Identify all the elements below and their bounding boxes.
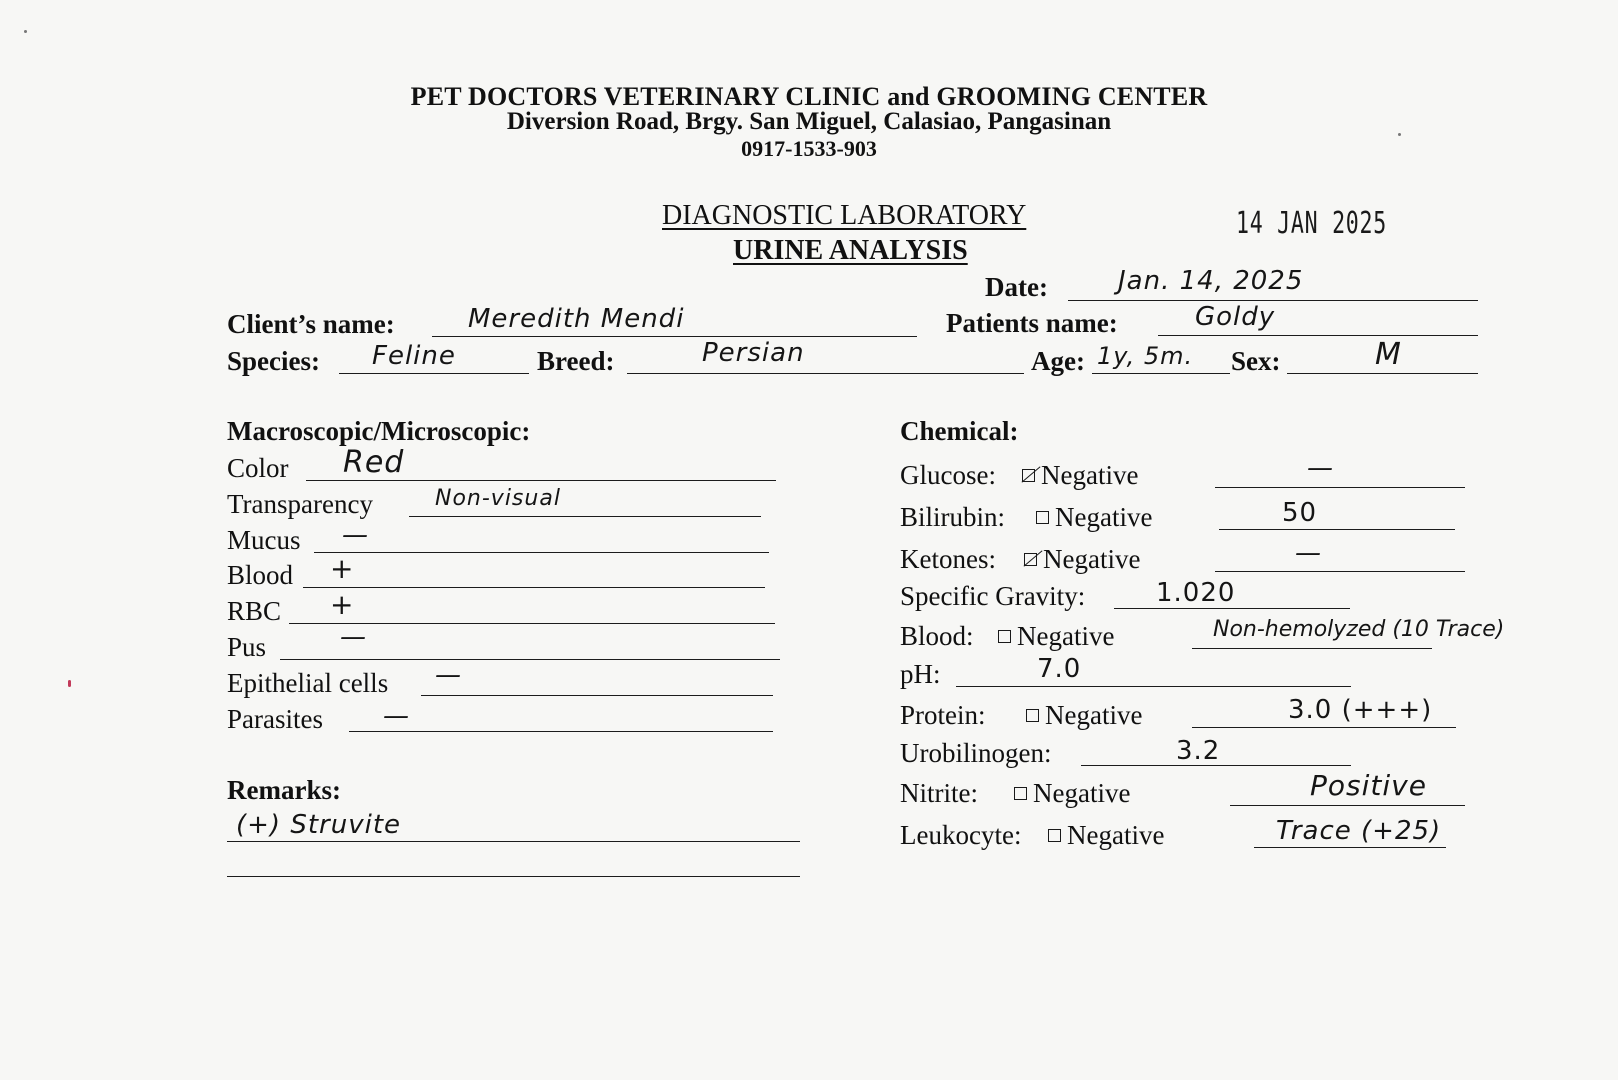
ph-line	[956, 686, 1351, 687]
chemical-heading: Chemical:	[900, 416, 1019, 446]
glucose-negative-option[interactable]	[1022, 462, 1138, 489]
rbc-value: +	[330, 588, 355, 621]
leukocyte-label: Leukocyte:	[900, 820, 1022, 850]
urobilinogen-label: Urobilinogen:	[900, 738, 1052, 768]
nitrite-negative-option[interactable]	[1014, 780, 1130, 807]
species-value: Feline	[372, 341, 456, 371]
remarks-value: (+) Struvite	[236, 810, 402, 840]
patient-name-line	[1158, 335, 1478, 336]
color-label: Color	[227, 453, 289, 483]
species-label: Species:	[227, 346, 320, 376]
nitrite-label: Nitrite:	[900, 778, 978, 808]
date-label: Date:	[985, 272, 1048, 302]
clinic-phone: 0917-1533-903	[741, 136, 877, 161]
transparency-value: Non-visual	[435, 486, 561, 511]
bilirubin-negative-text: Negative	[1055, 502, 1153, 532]
ketones-negative-checkbox[interactable]	[1024, 553, 1037, 566]
patient-name-label: Patients name:	[946, 308, 1118, 338]
color-value: Red	[343, 445, 405, 480]
blood-chem-value: Non-hemolyzed (10 Trace)	[1213, 617, 1505, 642]
protein-line	[1192, 727, 1456, 728]
leukocyte-negative-checkbox[interactable]	[1048, 829, 1061, 842]
blood-micro-label: Blood	[227, 560, 294, 590]
leukocyte-value: Trace (+25)	[1276, 816, 1442, 846]
blood-chem-label: Blood:	[900, 621, 974, 651]
epithelial-cells-value: —	[435, 660, 462, 690]
protein-negative-text: Negative	[1045, 700, 1143, 730]
leukocyte-negative-text: Negative	[1067, 820, 1165, 850]
clinic-name: PET DOCTORS VETERINARY CLINIC and GROOMING CENTER	[410, 82, 1208, 111]
bilirubin-label: Bilirubin:	[900, 502, 1006, 532]
protein-label: Protein:	[900, 700, 986, 730]
rbc-label: RBC	[227, 596, 282, 626]
bilirubin-negative-option[interactable]	[1036, 504, 1152, 531]
patient-name-value: Goldy	[1195, 302, 1276, 332]
glucose-negative-text: Negative	[1041, 460, 1139, 490]
parasites-value: —	[383, 701, 410, 731]
mucus-label: Mucus	[227, 525, 301, 555]
parasites-line	[349, 731, 773, 732]
age-value: 1y, 5m.	[1097, 342, 1194, 370]
glucose-value: —	[1307, 453, 1334, 483]
protein-negative-checkbox[interactable]	[1026, 709, 1039, 722]
glucose-label: Glucose:	[900, 460, 996, 490]
sex-value: M	[1375, 337, 1402, 372]
sex-line	[1287, 373, 1478, 374]
client-name-line	[432, 336, 917, 337]
remarks-line-1	[227, 841, 800, 842]
breed-value: Persian	[702, 338, 805, 368]
ph-value: 7.0	[1037, 654, 1082, 684]
paper-speck	[24, 30, 27, 33]
glucose-line	[1215, 487, 1465, 488]
protein-value: 3.0 (+++)	[1288, 695, 1433, 725]
breed-label: Breed:	[537, 346, 615, 376]
remarks-line-2	[227, 876, 800, 877]
ketones-label: Ketones:	[900, 544, 996, 574]
breed-line	[627, 373, 1024, 374]
clinic-address: Diversion Road, Brgy. San Miguel, Calasiao, Pangasinan	[506, 108, 1112, 135]
nitrite-negative-text: Negative	[1033, 778, 1131, 808]
ph-label: pH:	[900, 659, 941, 689]
bilirubin-negative-checkbox[interactable]	[1036, 511, 1049, 524]
transparency-line	[409, 516, 761, 517]
pus-value: —	[340, 622, 367, 652]
specific-gravity-label: Specific Gravity:	[900, 581, 1086, 611]
leukocyte-negative-option[interactable]	[1048, 822, 1164, 849]
transparency-label: Transparency	[227, 489, 373, 519]
age-label: Age:	[1031, 346, 1085, 376]
urobilinogen-value: 3.2	[1176, 736, 1221, 766]
blood-chem-negative-checkbox[interactable]	[998, 630, 1011, 643]
specific-gravity-value: 1.020	[1156, 578, 1236, 608]
epithelial-cells-line	[421, 695, 773, 696]
pus-line	[280, 659, 780, 660]
leukocyte-line	[1254, 847, 1446, 848]
client-name-value: Meredith Mendi	[468, 304, 685, 334]
bilirubin-value: 50	[1282, 498, 1318, 528]
color-line	[306, 480, 776, 481]
date-line	[1068, 300, 1478, 301]
remarks-heading: Remarks:	[227, 775, 341, 805]
blood-chem-negative-option[interactable]	[998, 623, 1114, 650]
pus-label: Pus	[227, 632, 267, 662]
date-stamp: 14 JAN 2025	[1236, 206, 1387, 241]
specific-gravity-line	[1114, 608, 1350, 609]
mucus-value: —	[342, 520, 369, 550]
report-title: URINE ANALYSIS	[733, 235, 968, 266]
protein-negative-option[interactable]	[1026, 702, 1142, 729]
ketones-negative-option[interactable]	[1024, 546, 1140, 573]
paper-speck	[68, 680, 71, 687]
ketones-value: —	[1295, 538, 1322, 568]
date-value: Jan. 14, 2025	[1118, 266, 1304, 296]
blood-chem-negative-text: Negative	[1017, 621, 1115, 651]
blood-chem-line	[1192, 648, 1432, 649]
glucose-negative-checkbox[interactable]	[1022, 469, 1035, 482]
sex-label: Sex:	[1231, 346, 1281, 376]
nitrite-negative-checkbox[interactable]	[1014, 787, 1027, 800]
species-line	[339, 373, 529, 374]
nitrite-value: Positive	[1310, 769, 1427, 802]
blood-micro-line	[303, 587, 765, 588]
epithelial-cells-label: Epithelial cells	[227, 668, 389, 698]
nitrite-line	[1230, 805, 1465, 806]
ketones-line	[1215, 571, 1465, 572]
parasites-label: Parasites	[227, 704, 323, 734]
client-name-label: Client’s name:	[227, 309, 395, 339]
macroscopic-heading: Macroscopic/Microscopic:	[227, 416, 531, 446]
age-line	[1092, 373, 1230, 374]
department-title: DIAGNOSTIC LABORATORY	[662, 200, 1027, 231]
mucus-line	[314, 552, 769, 553]
blood-micro-value: +	[330, 552, 355, 585]
bilirubin-line	[1219, 529, 1455, 530]
ketones-negative-text: Negative	[1043, 544, 1141, 574]
